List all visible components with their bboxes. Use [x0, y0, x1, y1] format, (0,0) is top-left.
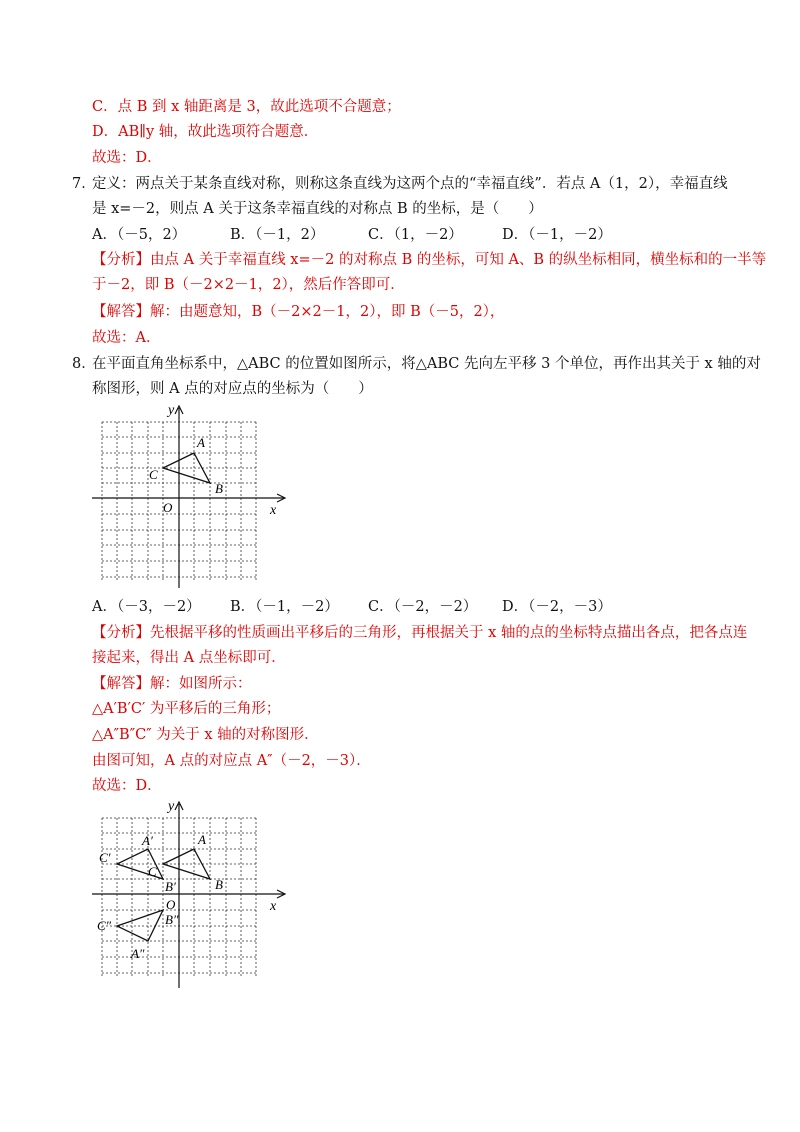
fig2-point-a-prime: A′: [142, 833, 153, 848]
prev-option-d: D．AB∥y 轴，故此选项符合题意．: [92, 124, 319, 140]
q8-figure-grid: [92, 400, 292, 590]
fig2-point-a: A: [198, 832, 206, 847]
prev-option-c: C．点 B 到 x 轴距离是 3，故此选项不合题意；: [92, 99, 401, 115]
fig2-point-b-double-prime: B″: [165, 912, 179, 927]
q8-analysis-line1: 【分析】先根据平移的性质画出平移后的三角形，再根据关于 x 轴的点的坐标特点描出各点，把各点连: [92, 625, 748, 641]
fig2-point-c-prime: C′: [99, 850, 111, 865]
q7-option-d: D．（－1，－2）: [502, 227, 612, 243]
q8-analysis-line2: 接起来，得出 A 点坐标即可．: [92, 650, 286, 666]
q7-stem-line2: 是 x=－2，则点 A 关于这条幸福直线的对称点 B 的坐标，是（ ）: [92, 201, 543, 217]
q7-option-a: A．（－5，2）: [92, 227, 187, 243]
q7-number: 7．: [72, 176, 96, 192]
q8-solution-figure: [92, 796, 292, 992]
fig1-point-a: A: [197, 435, 205, 450]
fig1-x-label: x: [270, 503, 277, 518]
q8-option-c: C．（－2，－2）: [368, 599, 478, 615]
q8-solution: 【解答】解：如图所示：: [92, 676, 252, 692]
q7-answer: 故选：A．: [92, 330, 161, 346]
fig1-origin-label: O: [163, 500, 173, 515]
fig2-y-label: y: [168, 799, 175, 814]
fig2-x-label: x: [270, 899, 277, 914]
q8-number: 8．: [72, 356, 96, 372]
fig2-point-b: B: [215, 877, 223, 892]
fig1-point-b: B: [215, 481, 223, 496]
q8-stem-line1: 在平面直角坐标系中，△ABC 的位置如图所示，将△ABC 先向左平移 3 个单位，再作出其关于 x 轴的对: [92, 356, 761, 372]
q8-stem-line2: 称图形，则 A 点的对应点的坐标为（ ）: [92, 381, 373, 397]
q7-analysis-line1: 【分析】由点 A 关于幸福直线 x=－2 的对称点 B 的坐标，可知 A、B 的纵坐标相同，横坐标和的一半等: [92, 252, 767, 268]
fig1-point-c: C: [149, 467, 158, 482]
q8-option-d: D．（－2，－3）: [502, 599, 612, 615]
fig1-y-label: y: [168, 403, 175, 418]
q7-option-c: C．（1，－2）: [368, 227, 463, 243]
q7-stem-line1: 定义：两点关于某条直线对称，则称这条直线为这两个点的“幸福直线”．若点 A（1，2），幸福直线: [92, 176, 728, 192]
fig2-point-c: C: [148, 864, 157, 879]
fig2-point-b-prime: B′: [165, 879, 176, 894]
fig2-origin-label: O: [166, 897, 176, 912]
fig2-point-c-double-prime: C″: [97, 918, 112, 933]
q7-solution: 【解答】解：由题意知，B（－2×2－1，2），即 B（－5，2），: [92, 304, 505, 320]
q8-answer: 故选：D．: [92, 778, 162, 794]
q8-solution-line1: △A′B′C′ 为平移后的三角形；: [92, 701, 281, 717]
q8-solution-line2: △A″B″C″ 为关于 x 轴的对称图形．: [92, 727, 319, 743]
prev-answer: 故选：D．: [92, 150, 162, 166]
fig2-point-a-double-prime: A″: [131, 946, 145, 961]
q8-option-a: A．（－3，－2）: [92, 599, 201, 615]
q8-solution-line3: 由图可知，A 点的对应点 A″（－2，－3）．: [92, 753, 371, 769]
q8-option-b: B．（－1，－2）: [230, 599, 339, 615]
q7-option-b: B．（－1，2）: [230, 227, 325, 243]
q7-analysis-line2: 于－2，即 B（－2×2－1，2），然后作答即可．: [92, 277, 405, 293]
